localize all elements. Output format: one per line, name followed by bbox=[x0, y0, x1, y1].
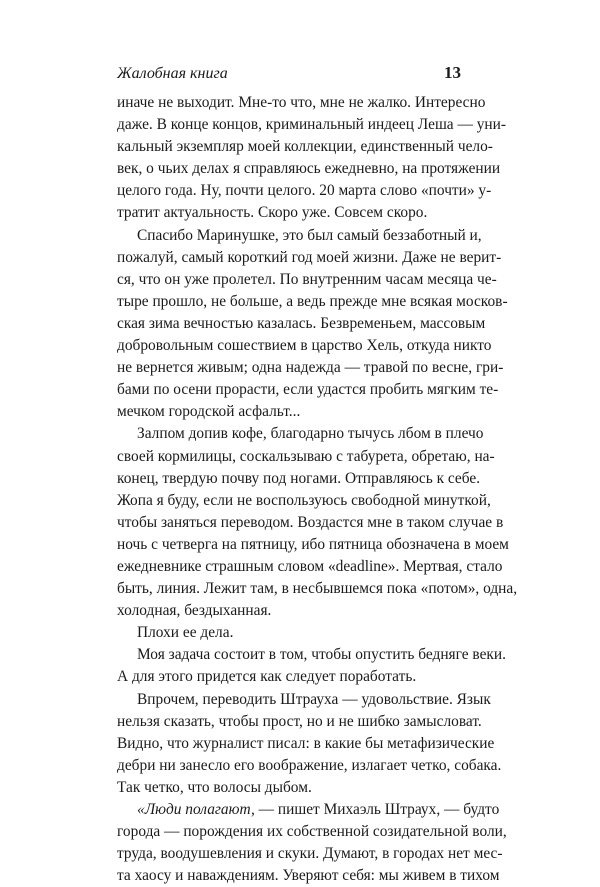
text-line: целого года. Ну, почти целого. 20 марта слово «почти» у- bbox=[117, 182, 492, 200]
running-title: Жалобная книга bbox=[117, 65, 228, 82]
text-line: нельзя сказать, чтобы прост, но и не шибко замысловат. bbox=[117, 712, 482, 730]
text-line: Залпом допив кофе, благодарно тычусь лбом в плечо bbox=[137, 425, 484, 443]
text-line: ская зима вечностью казалась. Безвременьем, массовым bbox=[117, 314, 486, 332]
paragraph bbox=[117, 644, 506, 688]
text-line: добровольным сошествием в царство Хель, откуда никто bbox=[117, 337, 492, 355]
text-line: даже. В конце концов, криминальный индеец Леша — уни- bbox=[117, 116, 507, 134]
text-line: Спасибо Маринушке, это был самый беззаботный и, bbox=[137, 226, 482, 244]
text-line: труда, воодушевления и скуки. Думают, в городах нет мес- bbox=[117, 845, 503, 863]
paragraph bbox=[117, 92, 507, 225]
text-line: конец, твердую почву под ногами. Отправляюсь к себе. bbox=[117, 469, 481, 487]
page-number: 13 bbox=[444, 63, 461, 82]
text-line: Так четко, что волосы дыбом. bbox=[117, 778, 312, 796]
text-line: не вернется живым; одна надежда — травой по весне, гри- bbox=[117, 359, 504, 377]
text-line: Плохи ее дела. bbox=[137, 624, 234, 642]
text-line: тыре прошло, не больше, а ведь прежде мне всякая москов- bbox=[117, 292, 508, 310]
text-line: та хаосу и наваждениям. Уверяют себя: мы живем в тихом bbox=[117, 867, 500, 885]
text-line: ся, что он уже пролетел. По внутренним часам месяца че- bbox=[117, 270, 497, 288]
text-line: ночь с четверга на пятницу, ибо пятница обозначена в моем bbox=[117, 535, 509, 553]
text-line bbox=[117, 799, 500, 821]
paragraph bbox=[117, 225, 508, 424]
text-line: Видно, что журналист писал: в какие бы метафизические bbox=[117, 734, 495, 752]
text-line: чтобы заняться переводом. Воздастся мне в таком случае в bbox=[117, 513, 504, 531]
paragraph bbox=[117, 689, 502, 799]
text-line: бами по осени прорасти, если удастся пробить мягким те- bbox=[117, 381, 499, 399]
text-line: А для этого придется как следует поработать. bbox=[117, 668, 417, 686]
paragraph bbox=[117, 622, 461, 644]
text-line: своей кормилицы, соскальзываю с табурета, обретаю, на- bbox=[117, 447, 495, 465]
text-line: тратит актуальность. Скоро уже. Совсем скоро. bbox=[117, 204, 428, 222]
page-header bbox=[117, 63, 461, 83]
text-line: города — порождения их собственной созидательной воли, bbox=[117, 823, 507, 841]
text-line: холодная, бездыханная. bbox=[117, 602, 272, 620]
text-line: Впрочем, переводить Штрауха — удовольствие. Язык bbox=[137, 690, 491, 708]
text-line: дебри ни занесло его воображение, излагает четко, собака. bbox=[117, 756, 502, 774]
paragraph bbox=[117, 799, 507, 887]
text-line: Моя задача состоит в том, чтобы опустить бедняге веки. bbox=[137, 646, 506, 664]
italic-quote-lead: «Люди полагают, bbox=[137, 801, 255, 818]
text-line: век, о чьих делах я справляюсь ежедневно, на протяжении bbox=[117, 160, 501, 178]
text-line: Жопа я буду, если не воспользуюсь свободной минуткой, bbox=[117, 491, 491, 509]
text-line: пожалуй, самый короткий год моей жизни. Даже не верит- bbox=[117, 248, 502, 266]
quote-continuation: — пишет Михаэль Штраух, — будто bbox=[254, 801, 500, 818]
text-line: быть, линия. Лежит там, в несбывшемся пока «потом», одна, bbox=[117, 580, 518, 598]
text-line: ежедневнике страшным словом «deadline». Мертвая, стало bbox=[117, 557, 503, 575]
text-line: кальный экземпляр моей коллекции, единственный чело- bbox=[117, 138, 493, 156]
page-body bbox=[117, 92, 518, 887]
text-line: иначе не выходит. Мне-то что, мне не жалко. Интересно bbox=[117, 94, 486, 111]
text-line: мечком городской асфальт... bbox=[117, 403, 301, 421]
paragraph bbox=[117, 423, 518, 622]
